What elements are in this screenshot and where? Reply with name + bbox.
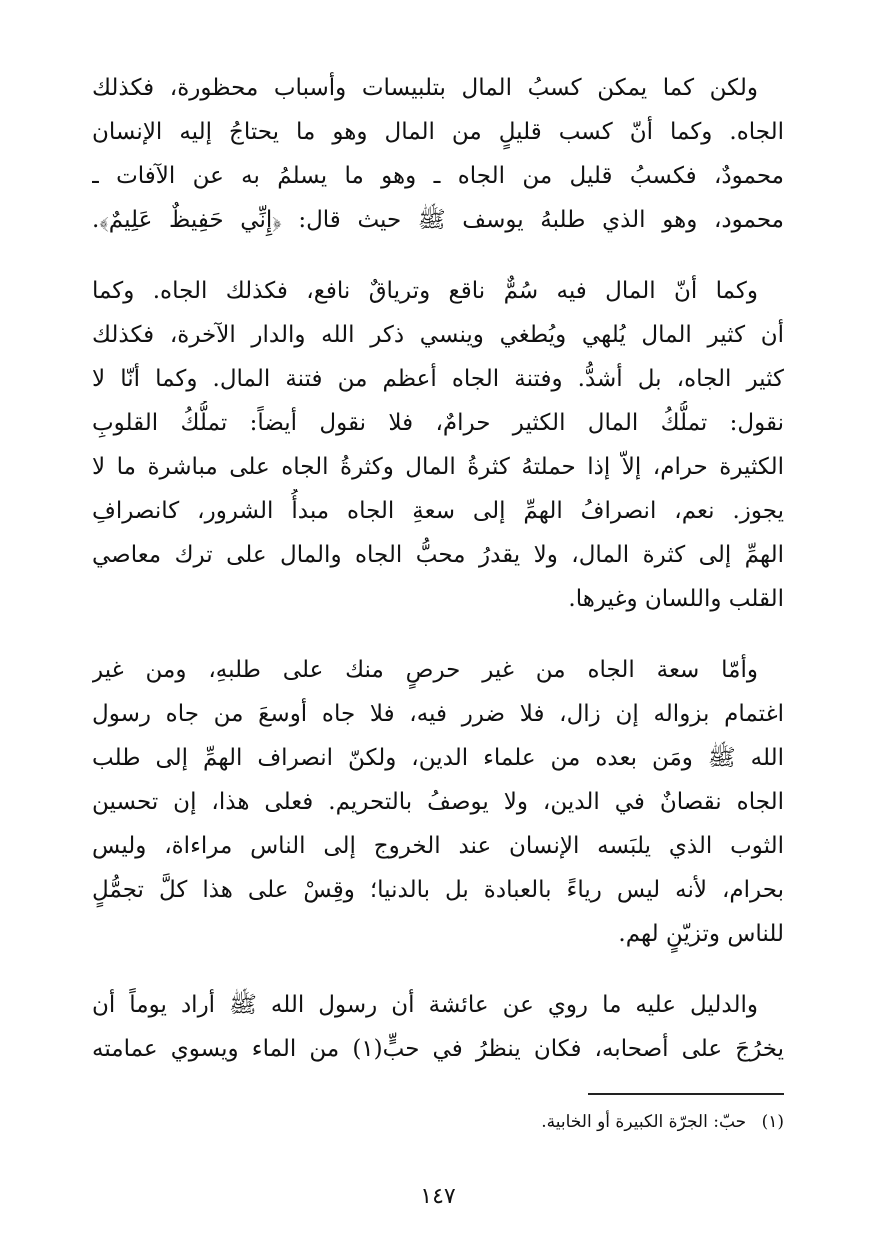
text-line: يجوز. نعم، انصرافُ الهمِّ إلى سعةِ الجاه مبدأُ الشرور، كانصرافِ xyxy=(92,498,784,524)
paragraph-gap xyxy=(92,621,784,648)
text-line: الكثيرة حرام، إلاّ إذا حملتهُ كثرةُ المال وكثرةُ الجاه على مباشرة ما لا xyxy=(92,454,784,480)
text-line: والدليل عليه ما روي عن عائشة أن رسول الله ﷺ أراد يوماً أن xyxy=(92,992,758,1018)
text-line: محمودٌ، فكسبُ قليل من الجاه ـ وهو ما يسلمُ به عن الآفات ـ xyxy=(92,163,784,189)
text-line: الجاه نقصانٌ في الدين، ولا يوصفُ بالتحريم. فعلى هذا، إن تحسين xyxy=(92,789,784,815)
text-line: نقول: تملُّكُ المال الكثير حرامٌ، فلا نقول أيضاً: تملُّكُ القلوبِ xyxy=(92,410,784,436)
text-line: بحرام، لأنه ليس رياءً بالعبادة بل بالدنيا؛ وقِسْ على هذا كلَّ تجمُّلٍ xyxy=(92,877,784,903)
footnote-number: (١) xyxy=(761,1112,784,1132)
text-line: اغتمام بزواله إن زال، فلا ضرر فيه، فلا جاه أوسعَ من جاه رسول xyxy=(92,701,784,727)
footnote-divider xyxy=(588,1093,784,1095)
paragraph-gap xyxy=(92,242,784,269)
paragraph-2 xyxy=(92,269,784,621)
paragraph-3 xyxy=(92,648,784,956)
text-line: ولكن كما يمكن كسبُ المال بتلبيسات وأسباب محظورة، فكذلك xyxy=(92,75,758,101)
text-line: الهمِّ إلى كثرة المال، ولا يقدرُ محبُّ الجاه والمال على ترك معاصي xyxy=(92,542,784,568)
text-line: للناس وتزيّنٍ لهم. xyxy=(618,921,784,947)
text-line: كثير الجاه، بل أشدُّ. وفتنة الجاه أعظم من فتنة المال. وكما أنّا لا xyxy=(92,366,784,392)
footnote-text: حبّ: الجرّة الكبيرة أو الخابية. xyxy=(541,1112,747,1132)
text-line: وأمّا سعة الجاه من غير حرصٍ منك على طلبهِ، ومن غير xyxy=(92,657,758,683)
paragraph-gap xyxy=(92,956,784,983)
text-line: الله ﷺ ومَن بعده من علماء الدين، ولكنّ انصراف الهمِّ إلى طلب xyxy=(92,745,784,771)
footnote xyxy=(184,1108,784,1136)
text-line: يخرُجَ على أصحابه، فكان ينظرُ في حبٍّ(١) من الماء ويسوي عمامته xyxy=(92,1036,784,1062)
text-line: وكما أنّ المال فيه سُمٌّ ناقع وترياقٌ نافع، فكذلك الجاه. وكما xyxy=(92,278,758,304)
text-line: محمود، وهو الذي طلبهُ يوسف ﷺ حيث قال: ﴿إِنِّي حَفِيظٌ عَلِيمٌ﴾. xyxy=(92,207,784,233)
text-line: الجاه. وكما أنّ كسب قليلٍ من المال وهو ما يحتاجُ إليه الإنسان xyxy=(92,119,784,145)
paragraph-4 xyxy=(92,983,784,1071)
text-line: القلب واللسان وغيرها. xyxy=(568,586,784,612)
text-line: أن كثير المال يُلهي ويُطغي وينسي ذكر الله والدار الآخرة، فكذلك xyxy=(92,322,784,348)
page-number: ١٤٧ xyxy=(420,1184,456,1209)
text-line: الثوب الذي يلبَسه الإنسان عند الخروج إلى الناس مراءاة، وليس xyxy=(92,833,784,859)
page-body xyxy=(92,66,784,1071)
paragraph-1 xyxy=(92,66,784,242)
